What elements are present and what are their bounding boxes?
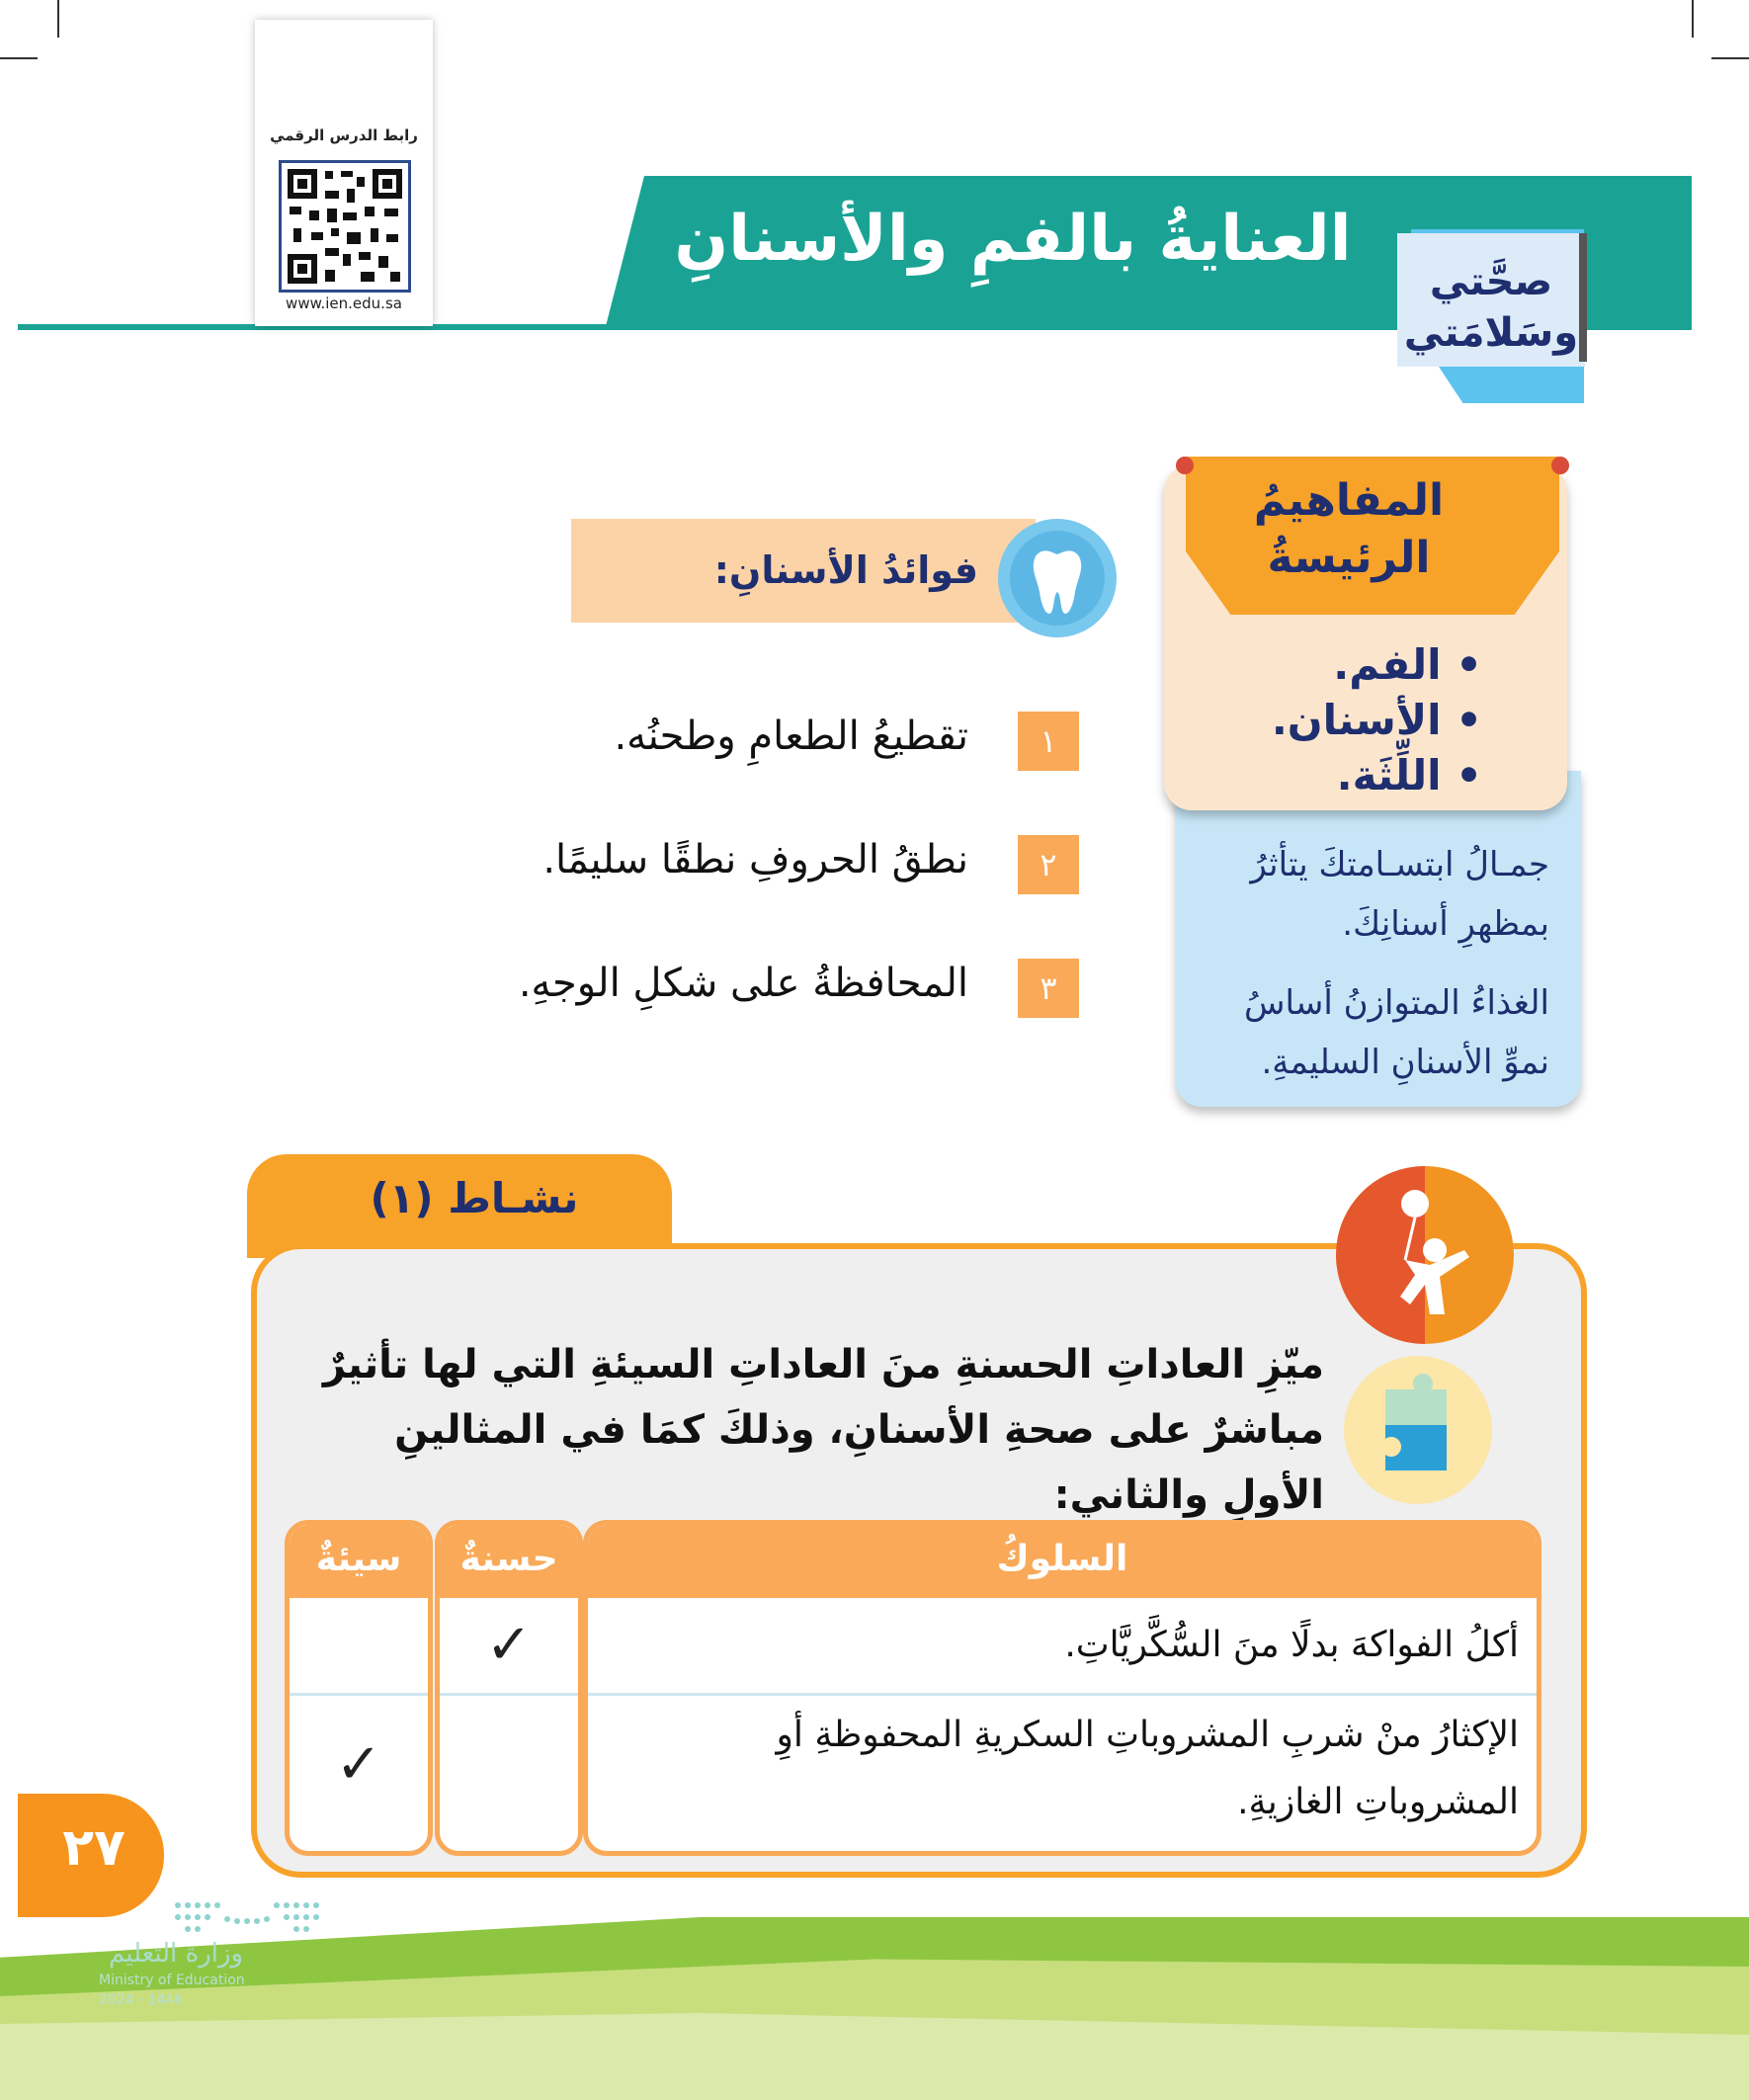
qr-pattern	[282, 163, 408, 290]
crop-mark	[1711, 57, 1749, 59]
qr-caption: رابط الدرس الرقمي	[270, 126, 418, 144]
concepts-heading-line-1: المفاهيمُ	[1253, 475, 1445, 526]
table-row: أكلُ الفواكهَ بدلًا منَ السُّكَّريَّاتِ.	[1064, 1625, 1519, 1665]
unit-divider	[1579, 233, 1587, 362]
puzzle-shape	[1344, 1356, 1492, 1504]
kid-balloon-icon	[1336, 1166, 1514, 1344]
qr-url[interactable]: www.ien.edu.sa	[286, 294, 402, 312]
behavior-header: السلوكُ	[588, 1525, 1537, 1598]
unit-line-1: صحَّتي	[1429, 259, 1553, 304]
benefit-number: ٣	[1018, 959, 1079, 1018]
ministry-name-en: Ministry of Education	[99, 1973, 245, 1988]
concepts-heading	[1206, 472, 1492, 587]
page-number: ٢٧	[62, 1818, 125, 1878]
good-check-cell[interactable]: ✓	[485, 1613, 533, 1677]
good-header: حسنةٌ	[440, 1525, 578, 1598]
bad-column	[285, 1520, 433, 1856]
bad-check-cell[interactable]	[290, 1598, 428, 1693]
list-item: • اللِّثَة.	[1336, 751, 1482, 799]
benefits-heading: فوائدُ الأسنانِ:	[713, 548, 978, 592]
puzzle-icon	[1344, 1356, 1492, 1504]
concepts-note-1: جمـالُ ابتسـامتكَ يتأثرُ بمظهرِ أسنانِكَ.	[1250, 845, 1549, 944]
tooth-shape	[998, 519, 1117, 637]
concepts-note-2: الغذاءُ المتوازنُ أساسُ نموِّ الأسنانِ السليمةِ.	[1243, 983, 1549, 1082]
bad-check-cell[interactable]: ✓	[335, 1732, 382, 1797]
concepts-list	[1235, 637, 1482, 803]
concept-item: الأسنان.	[1271, 696, 1442, 744]
ministry-logo	[168, 1897, 326, 1937]
behavior-column	[583, 1520, 1541, 1856]
good-check-cell[interactable]	[440, 1696, 578, 1834]
crop-mark	[1692, 0, 1694, 38]
concepts-heading-line-2: الرئيسةُ	[1267, 533, 1431, 583]
activity-icon	[1336, 1166, 1514, 1344]
unit-line-2: وسَلامَتي	[1403, 310, 1579, 356]
concept-item: الفم.	[1333, 640, 1442, 689]
crop-mark	[57, 0, 59, 38]
activity-instruction: ميّزِ العاداتِ الحسنةِ منَ العاداتِ السيئةِ التي لها تأثيرٌ مباشرٌ على صحةِ الأسنانِ، وذلكَ كمَا في المثالينِ الأولِ والثاني:	[322, 1342, 1324, 1518]
ministry-dots-icon	[168, 1897, 326, 1937]
tab-corner	[1551, 457, 1569, 474]
bad-header: سيئةٌ	[290, 1525, 428, 1598]
crop-mark	[0, 57, 38, 59]
qr-code[interactable]	[279, 160, 411, 293]
benefit-text: نطقُ الحروفِ نطقًا سليمًا.	[542, 837, 968, 882]
list-item: • الأسنان.	[1271, 696, 1482, 744]
ministry-year: 2024 - 1446	[99, 1992, 184, 2008]
page-title: العنايةُ بالفمِ والأسنانِ	[674, 203, 1352, 276]
table-row: الإكثارُ منْ شربِ المشروباتِ السكريةِ المحفوظةِ أوِ المشروباتِ الغازيةِ.	[776, 1715, 1519, 1822]
benefit-number: ١	[1018, 712, 1079, 771]
benefit-text: تقطيعُ الطعامِ وطحنُه.	[614, 714, 968, 759]
concept-item: اللِّثَة.	[1336, 751, 1442, 799]
list-item: • الفم.	[1333, 640, 1482, 689]
tooth-icon	[998, 519, 1117, 637]
ministry-name-ar: وزارة التعليم	[108, 1939, 244, 1969]
activity-title: نشـاط (١)	[370, 1174, 579, 1222]
good-column	[435, 1520, 583, 1856]
benefit-text: المحافظةُ على شكلِ الوجهِ.	[518, 961, 968, 1006]
unit-label	[1397, 233, 1585, 367]
tab-corner	[1176, 457, 1194, 474]
benefit-number: ٢	[1018, 835, 1079, 894]
